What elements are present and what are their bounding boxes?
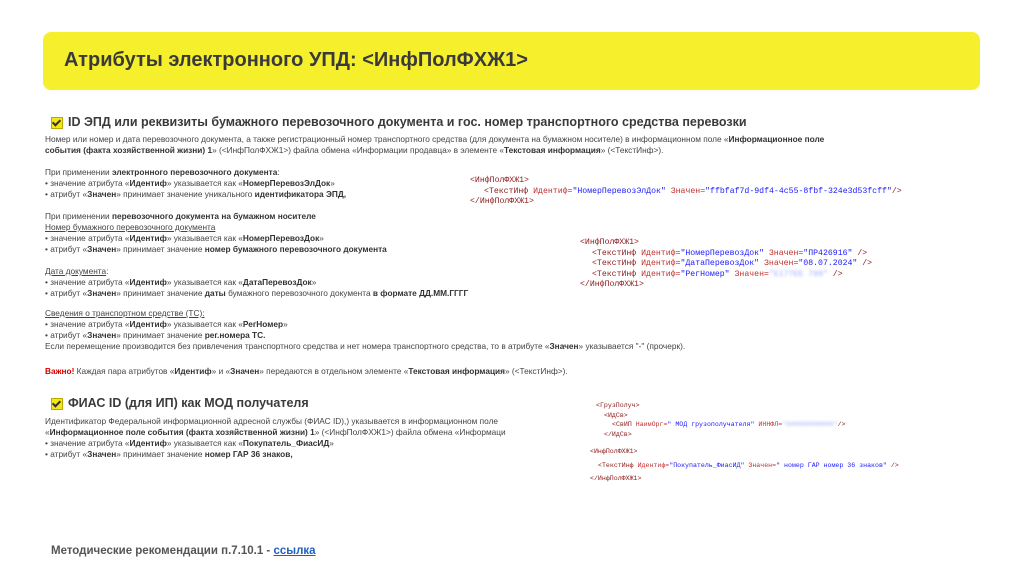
section1-heading: ID ЭПД или реквизиты бумажного перевозочного документа и гос. номер транспортного средства перевозки: [51, 115, 747, 129]
checkbox-icon: [51, 398, 63, 410]
vehicle-identif-line: • значение атрибута «Идентиф» указывается как «РегНомер»: [45, 319, 288, 329]
vehicle-heading: Сведения о транспортном средстве (ТС):: [45, 308, 205, 318]
paper-number-heading: Номер бумажного перевозочного документа: [45, 222, 216, 232]
section2-line1: Идентификатор Федеральной информационной адресной службы (ФИАС ID),) указывается в информационном поле: [45, 416, 499, 426]
code-block-paper: <ИнфПолФХЖ1> <ТекстИнф Идентиф="НомерПеревозДок" Значен="ПР426916" /> <ТекстИнф Идентиф="ДатаПеревозДок" Значен="08.07.2024" /> <ТекстИнф Идентиф="РегНомер" Значен="Е177ЕЕ 799" /> </ИнфПолФХЖ1>: [580, 238, 873, 289]
epd-value-line: • атрибут «Значен» принимает значение уникального идентификатора ЭПД,: [45, 189, 347, 199]
checkbox-icon: [51, 117, 63, 129]
section2-heading: ФИАС ID (для ИП) как МОД получателя: [51, 396, 309, 410]
vehicle-note-line: Если перемещение производится без привлечения транспортного средства и нет номера транспортного средства, то в атрибуте «Значен» указывается "-" (прочерк).: [45, 341, 686, 351]
section2-value-line: • атрибут «Значен» принимает значение номер ГАР 36 знаков,: [45, 449, 293, 459]
doc-date-value-line: • атрибут «Значен» принимает значение даты бумажного перевозочного документа в формате ДД.ММ.ГГГГ: [45, 288, 469, 298]
section2-identif-line: • значение атрибута «Идентиф» указывается как «Покупатель_ФиасИД»: [45, 438, 334, 448]
code-block-fias: <ГрузПолуч> <ИдСв> <СвИП НаимОрг=" МОД грузополучателя" ИННФЛ="000000000000"/> </ИдСв> <ИнфПолФХЖ1> <ТекстИнф Идентиф="Покупатель_ФиасИД" Значен=" номер ГАР номер 36 знаков" /> </ИнфПолФХЖ1>: [590, 402, 899, 482]
epd-identif-line: • значение атрибута «Идентиф» указывается как «НомерПеревозЭлДок»: [45, 178, 335, 188]
epd-heading: При применении электронного перевозочного документа:: [45, 167, 280, 177]
page-title: Атрибуты электронного УПД: <ИнфПолФХЖ1>: [64, 49, 528, 71]
section1-intro-line1: Номер или номер и дата перевозочного документа, а также регистрационный номер транспортного средства (для документа на бумажном носителе) в информационном поле «Информационное поле: [45, 134, 825, 144]
paper-heading: При применении перевозочного документа на бумажном носителе: [45, 211, 316, 221]
vehicle-value-line: • атрибут «Значен» принимает значение рег.номера ТС.: [45, 330, 266, 340]
title-banner: [43, 32, 980, 90]
paper-number-identif-line: • значение атрибута «Идентиф» указывается как «НомерПеревозДок»: [45, 233, 324, 243]
reference-link[interactable]: ссылка: [273, 545, 316, 557]
code-block-epd: <ИнфПолФХЖ1> <ТекстИнф Идентиф="НомерПеревозЭлДок" Значен="ffbfaf7d-9df4-4c55-8fbf-324e3d53fcff"/> </ИнфПолФХЖ1>: [470, 176, 902, 206]
section1-intro-line2: события (факта хозяйственной жизни) 1» (<ИнфПолФХЖ1>) файла обмена «Информации продавца» в элементе «Текстовая информация» (<ТекстИнф>).: [45, 145, 664, 155]
doc-date-identif-line: • значение атрибута «Идентиф» указывается как «ДатаПеревозДок»: [45, 277, 317, 287]
important-note: Важно! Каждая пара атрибутов «Идентиф» и «Значен» передаются в отдельном элементе «Текстовая информация» (<ТекстИнф>).: [45, 366, 568, 376]
section2-line2: «Информационное поле события (факта хозяйственной жизни) 1» (<ИнфПолФХЖ1>) файла обмена «Информаци: [45, 427, 506, 437]
footer-reference: Методические рекомендации п.7.10.1 - ссылка: [51, 545, 316, 557]
paper-number-value-line: • атрибут «Значен» принимает значение номер бумажного перевозочного документа: [45, 244, 387, 254]
doc-date-heading: Дата документа:: [45, 266, 109, 276]
